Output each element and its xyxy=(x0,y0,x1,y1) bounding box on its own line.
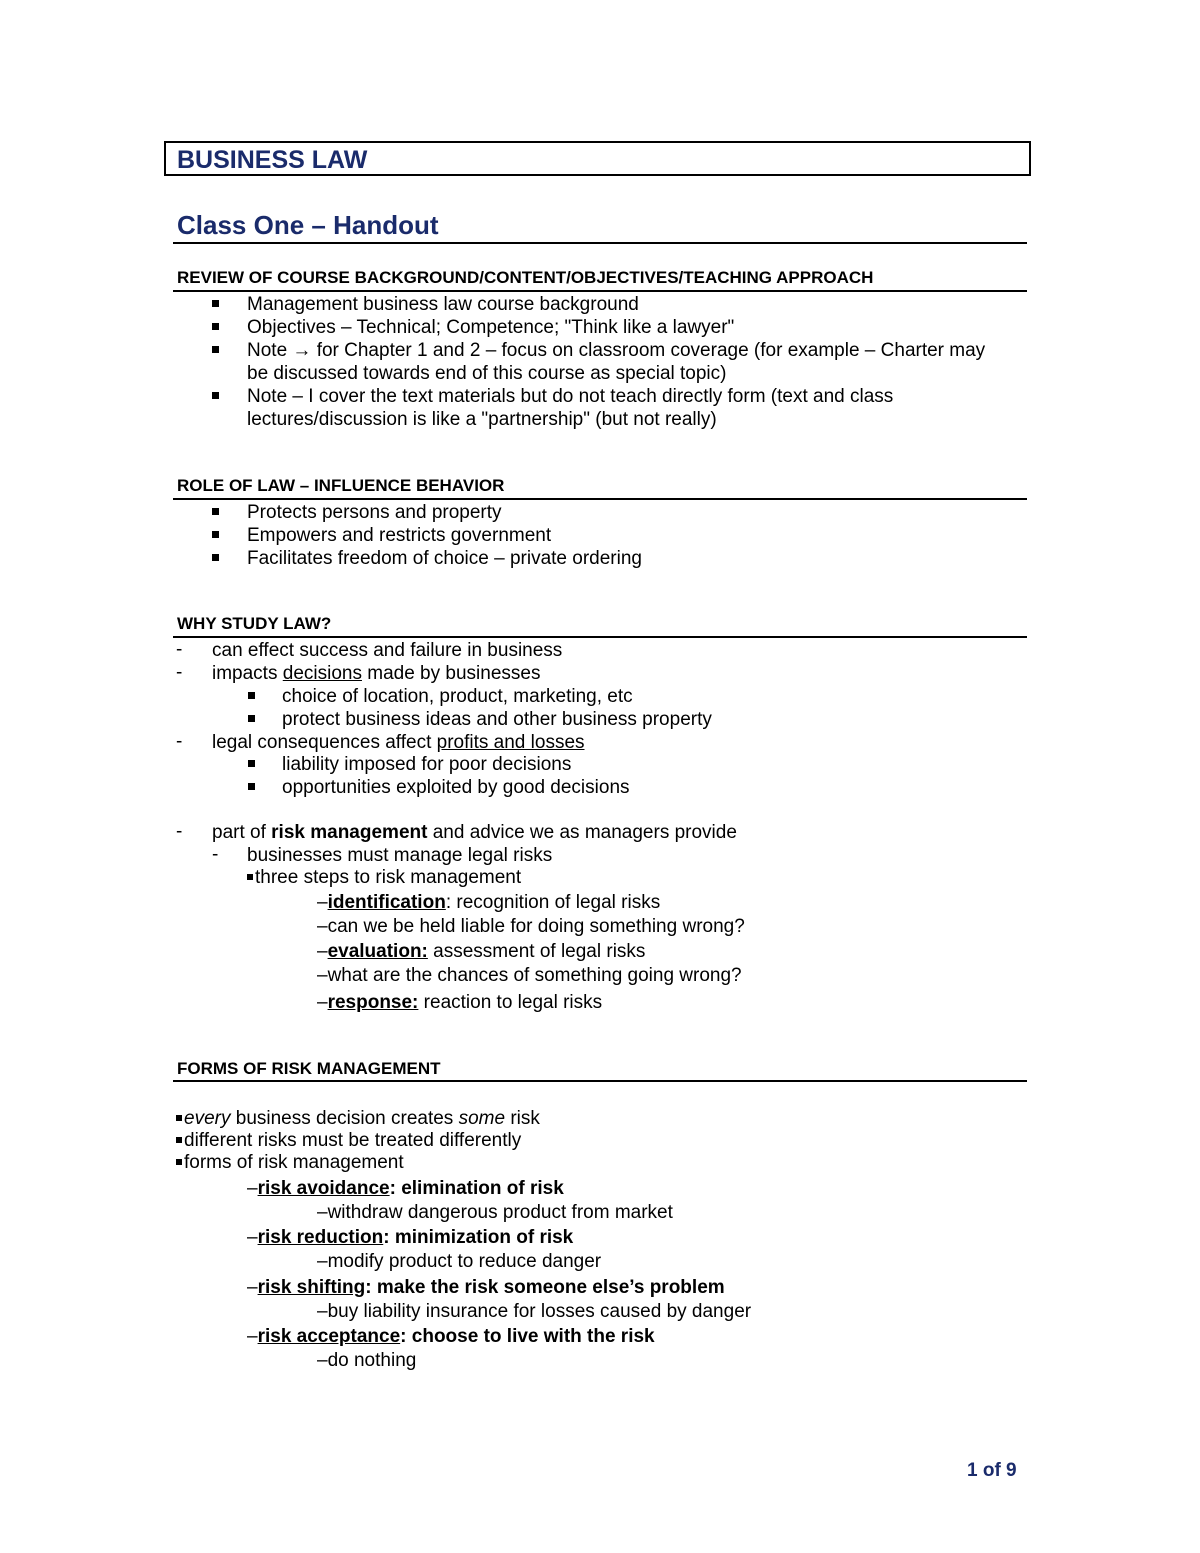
list-item: Note → for Chapter 1 and 2 – focus on classroom coverage (for example – Charter may xyxy=(247,340,986,361)
title-box xyxy=(164,141,1031,176)
list-item: –do nothing xyxy=(317,1350,417,1371)
section-rule xyxy=(173,636,1027,638)
list-item: –buy liability insurance for losses caused by danger xyxy=(317,1301,752,1322)
dash-marker: - xyxy=(176,731,183,752)
list-item: different risks must be treated differently xyxy=(176,1129,521,1152)
bullet-icon xyxy=(212,392,219,399)
list-item: Objectives – Technical; Competence; "Think like a lawyer" xyxy=(247,317,735,338)
list-item: can effect success and failure in business xyxy=(212,640,563,661)
section-rule xyxy=(173,290,1027,292)
document-title: BUSINESS LAW xyxy=(177,146,368,174)
bullet-icon xyxy=(248,692,255,699)
list-item: –withdraw dangerous product from market xyxy=(317,1202,673,1223)
list-item: –what are the chances of something going wrong? xyxy=(317,965,742,986)
list-item: Facilitates freedom of choice – private ordering xyxy=(247,548,642,569)
list-item: three steps to risk management xyxy=(247,866,521,889)
section-heading-review: REVIEW OF COURSE BACKGROUND/CONTENT/OBJECTIVES/TEACHING APPROACH xyxy=(177,268,874,287)
list-item: businesses must manage legal risks xyxy=(247,845,553,866)
list-item: –response: reaction to legal risks xyxy=(317,992,603,1013)
dash-marker: - xyxy=(176,821,183,842)
bullet-icon xyxy=(248,760,255,767)
bullet-icon xyxy=(248,783,255,790)
list-item: Management business law course background xyxy=(247,294,639,315)
section-heading-role: ROLE OF LAW – INFLUENCE BEHAVIOR xyxy=(177,476,505,495)
section-rule xyxy=(173,498,1027,500)
dash-marker: - xyxy=(176,662,183,683)
list-item: –risk reduction: minimization of risk xyxy=(247,1227,574,1248)
bullet-icon xyxy=(176,1137,182,1143)
list-item: –can we be held liable for doing something wrong? xyxy=(317,916,745,937)
bullet-icon xyxy=(212,554,219,561)
dash-marker: - xyxy=(176,639,183,660)
bullet-icon xyxy=(248,715,255,722)
list-item: liability imposed for poor decisions xyxy=(282,754,572,775)
bullet-icon xyxy=(247,874,253,880)
list-item: forms of risk management xyxy=(176,1151,404,1174)
list-item: protect business ideas and other business property xyxy=(282,709,712,730)
list-item: –evaluation: assessment of legal risks xyxy=(317,941,646,962)
list-item: impacts decisions made by businesses xyxy=(212,663,541,684)
bullet-icon xyxy=(212,346,219,353)
bullet-icon xyxy=(176,1115,182,1121)
page-indicator: 1 of 9 xyxy=(967,1460,1017,1481)
section-heading-forms: FORMS OF RISK MANAGEMENT xyxy=(177,1059,441,1078)
document-subtitle: Class One – Handout xyxy=(177,210,439,240)
bullet-icon xyxy=(212,300,219,307)
list-item: choice of location, product, marketing, etc xyxy=(282,686,633,707)
subtitle-rule xyxy=(173,242,1027,244)
section-heading-why: WHY STUDY LAW? xyxy=(177,614,332,633)
list-item: every business decision creates some risk xyxy=(176,1107,540,1130)
list-item: –identification: recognition of legal risks xyxy=(317,892,661,913)
bullet-icon xyxy=(176,1159,182,1165)
list-item: –risk acceptance: choose to live with the risk xyxy=(247,1326,655,1347)
list-item: opportunities exploited by good decisions xyxy=(282,777,630,798)
bullet-icon xyxy=(212,531,219,538)
list-item: –risk shifting: make the risk someone else’s problem xyxy=(247,1277,725,1298)
list-item: Empowers and restricts government xyxy=(247,525,552,546)
list-item: Note – I cover the text materials but do not teach directly form (text and class xyxy=(247,386,894,407)
list-item: part of risk management and advice we as managers provide xyxy=(212,822,737,843)
list-item: Protects persons and property xyxy=(247,502,502,523)
bullet-icon xyxy=(212,508,219,515)
dash-marker: - xyxy=(212,844,219,865)
list-item: –modify product to reduce danger xyxy=(317,1251,602,1272)
list-item-continued: be discussed towards end of this course as special topic) xyxy=(247,363,727,384)
list-item: –risk avoidance: elimination of risk xyxy=(247,1178,564,1199)
bullet-icon xyxy=(212,323,219,330)
list-item: legal consequences affect profits and losses xyxy=(212,732,585,753)
list-item-continued: lectures/discussion is like a "partnership" (but not really) xyxy=(247,409,717,430)
section-rule xyxy=(173,1080,1027,1082)
